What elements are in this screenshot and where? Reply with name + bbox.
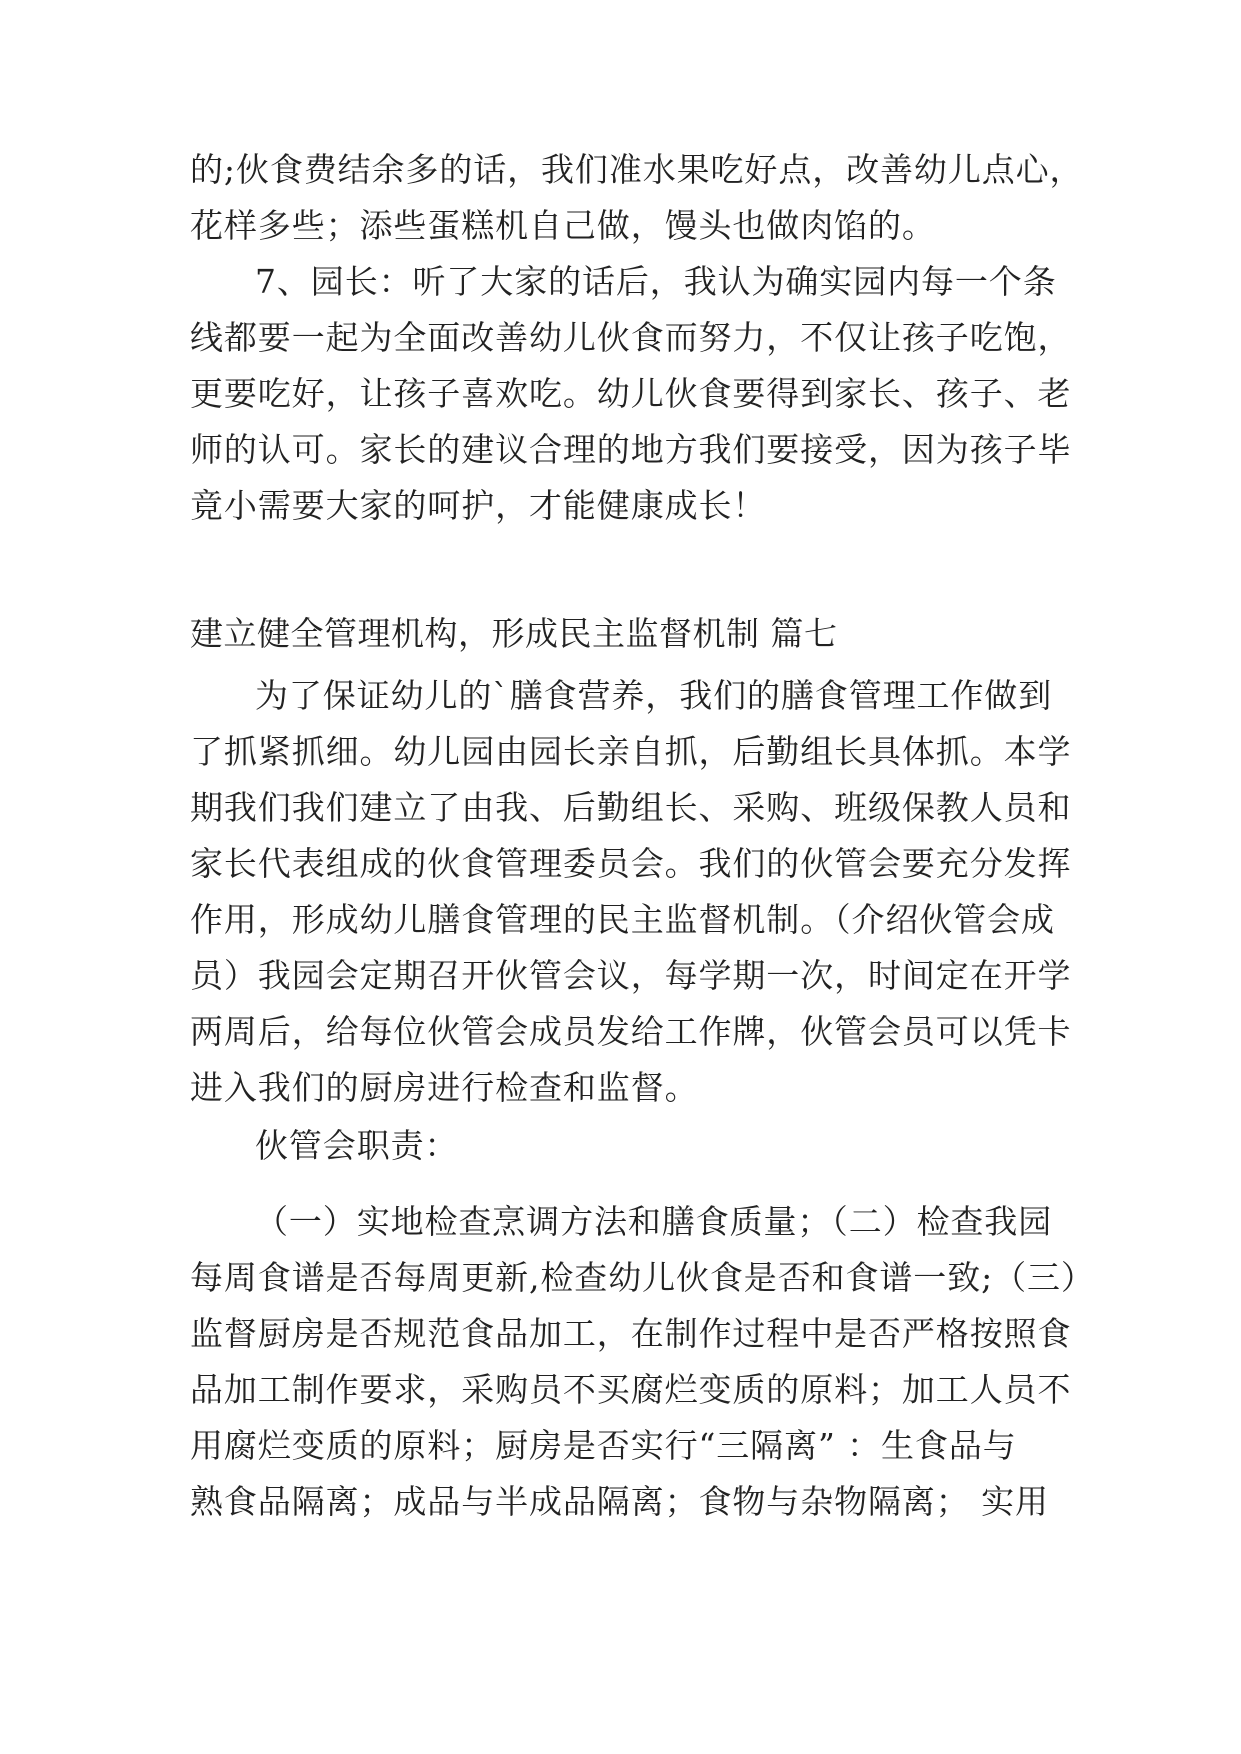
body-text-line: 品加工制作要求，采购员不买腐烂变质的原料；加工人员不 — [190, 1370, 1072, 1409]
subheading-duties: 伙管会职责： — [255, 1126, 459, 1165]
body-text-line: 两周后，给每位伙管会成员发给工作牌，伙管会员可以凭卡 — [190, 1012, 1072, 1051]
body-text-line: 更要吃好，让孩子喜欢吃。幼儿伙食要得到家长、孩子、老 — [190, 374, 1072, 413]
body-text-line: 每周食谱是否每周更新,检查幼儿伙食是否和食谱一致;（三） — [190, 1258, 1095, 1297]
body-text-line: 为了保证幼儿的`膳食营养，我们的膳食管理工作做到 — [255, 676, 1053, 715]
body-text-line: 线都要一起为全面改善幼儿伙食而努力，不仅让孩子吃饱， — [190, 318, 1072, 357]
section-heading: 建立健全管理机构，形成民主监督机制 篇七 — [190, 614, 838, 653]
body-text-line: （一）实地检查烹调方法和膳食质量；（二）检查我园 — [255, 1202, 1053, 1241]
body-text-line: 熟食品隔离；成品与半成品隔离；食物与杂物隔离； 实用 — [190, 1482, 1049, 1521]
body-text-line: 的;伙食费结余多的话，我们准水果吃好点，改善幼儿点心， — [190, 150, 1084, 189]
body-text-line: 期我们我们建立了由我、后勤组长、采购、班级保教人员和 — [190, 788, 1072, 827]
body-text-line: 进入我们的厨房进行检查和监督。 — [190, 1068, 699, 1107]
body-text-line: 员）我园会定期召开伙管会议，每学期一次，时间定在开学 — [190, 956, 1072, 995]
body-text-line: 用腐烂变质的原料；厨房是否实行“三隔离” ：生食品与 — [190, 1426, 1017, 1465]
body-text-line: 竟小需要大家的呵护，才能健康成长！ — [190, 486, 767, 525]
body-text-line: 7、园长：听了大家的话后，我认为确实园内每一个条 — [255, 262, 1057, 301]
body-text-line: 花样多些；添些蛋糕机自己做，馒头也做肉馅的。 — [190, 206, 936, 245]
body-text-line: 了抓紧抓细。幼儿园由园长亲自抓，后勤组长具体抓。本学 — [190, 732, 1072, 771]
body-text-line: 作用，形成幼儿膳食管理的民主监督机制。（介绍伙管会成 — [190, 900, 1055, 939]
body-text-line: 监督厨房是否规范食品加工，在制作过程中是否严格按照食 — [190, 1314, 1072, 1353]
body-text-line: 师的认可。家长的建议合理的地方我们要接受，因为孩子毕 — [190, 430, 1072, 469]
body-text-line: 家长代表组成的伙食管理委员会。我们的伙管会要充分发挥 — [190, 844, 1072, 883]
